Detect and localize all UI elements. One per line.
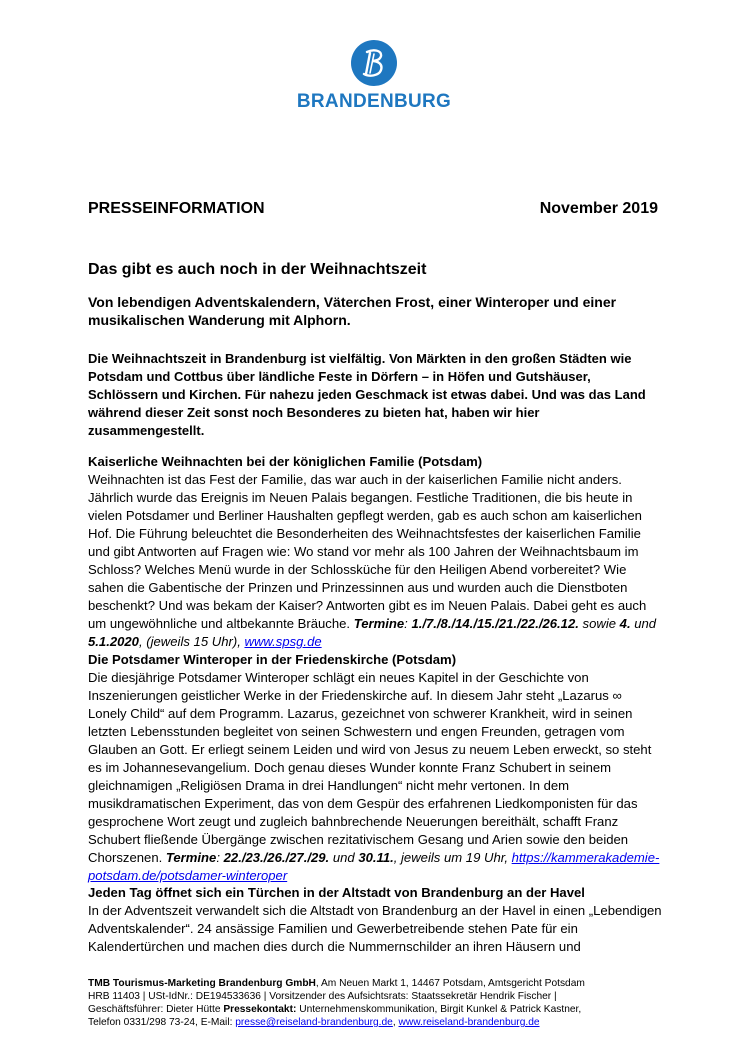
section-kaiserliche-weihnachten: [88, 453, 663, 651]
section-body: Weihnachten ist das Fest der Familie, das war auch in der kaiserlichen Familie nicht anders. Jährlich wurde das Ereignis im Neuen Palais begangen. Festliche Traditionen, die bis heute in vielen Potsdamer und Berliner Haushalten gepflegt werden, gab es auch schon am kaiserlichen Hof. Die Führung beleuchtet die Besonderheiten des Weihnachtsfestes der kaiserlichen Familie und gibt Antworten auf Fragen wie: Wo stand vor mehr als 100 Jahren der Weihnachtsbaum im Schloss? Welches Menü wurde in der Schlossküche für den Heiligen Abend vorbereitet? Wie sahen die Gabentische der Prinzen und Prinzessinnen aus und wurden auch die Dienstboten beschenkt? Und was bekam der Kaiser? Antworten gibt es im Neuen Palais. Dabei geht es auch um ungewöhnliche und altbekannte Bräuche. Termine: 1./7./8./14./15./21./22./26.12. sowie 4. und 5.1.2020, (jeweils 15 Uhr), www.spsg.de: [88, 472, 657, 649]
footer-line-1: TMB Tourismus-Marketing Brandenburg GmbH, Am Neuen Markt 1, 14467 Potsdam, Amtsgericht Potsdam: [88, 978, 585, 989]
page-footer: [88, 977, 663, 1029]
link-spsg[interactable]: www.spsg.de: [244, 634, 322, 649]
section-heading: Die Potsdamer Winteroper in der Friedenskirche (Potsdam): [88, 652, 457, 667]
footer-line-4: Telefon 0331/298 73-24, E-Mail: presse@reiseland-brandenburg.de, www.reiseland-brandenburg.de: [88, 1017, 540, 1028]
brand-name: BRANDENBURG: [296, 91, 452, 112]
footer-line-2: HRB 11403 | USt-IdNr.: DE194533636 | Vorsitzender des Aufsichtsrats: Staatssekretär Hendrik Fischer |: [88, 991, 557, 1002]
section-adventskalender: [88, 884, 663, 956]
brandenburg-b-logo-icon: [351, 40, 397, 86]
page-title: Das gibt es auch noch in der Weihnachtszeit: [88, 261, 427, 278]
brand-logo: [292, 40, 456, 113]
section-heading: Jeden Tag öffnet sich ein Türchen in der Altstadt von Brandenburg an der Havel: [88, 885, 585, 900]
section-body: In der Adventszeit verwandelt sich die Altstadt von Brandenburg an der Havel in einen „Lebendigen Adventskalender“. 24 ansässige Familien und Gewerbetreibende stehen Pate für ein Kalendertürchen und machen dies durch die Nummernschilder an ihren Häusern und: [88, 903, 662, 954]
section-winteroper: [88, 651, 663, 885]
page-subtitle: Von lebendigen Adventskalendern, Väterchen Frost, einer Winteroper und einer musikalischen Wanderung mit Alphorn.: [88, 294, 617, 328]
press-header: [88, 200, 658, 218]
section-heading: Kaiserliche Weihnachten bei der königlichen Familie (Potsdam): [88, 454, 483, 469]
link-kammerakademie[interactable]: https://kammerakademie-potsdam.de/potsdamer-winteroper: [88, 850, 660, 883]
section-body: Die diesjährige Potsdamer Winteroper schlägt ein neues Kapitel in der Geschichte von Inszenierungen geistlicher Werke in der Friedenskirche auf. In diesem Jahr steht „Lazarus ∞ Lonely Child“ auf dem Programm. Lazarus, gezeichnet von schwerer Krankheit, wird in seinen letzten Lebensstunden begleitet von seinen Schwestern und engen Freunden, getragen vom Glauben an Gott. Er erliegt seinem Leiden und wird von Jesus zu neuem Leben erweckt, so steht es im Johannesevangelium. Doch genau dieses Wunder konnte Franz Schubert in seinem gleichnamigen „Religiösen Drama in drei Handlungen“ nicht mehr vertonen. In dem musikdramatischen Experiment, das von dem Gespür des erfahrenen Liedkomponisten für das gesprochene Wort zeugt und zugleich bahnbrechende Neuerungen bereithält, schafft Franz Schubert fließende Übergänge zwischen rezitativischem Gesang und Arien sowie den beiden Chorszenen. Termine: 22./23./26./27./29. und 30.11., jeweils um 19 Uhr, https://kammerakademie-potsdam.de/potsdamer-winteroper: [88, 670, 660, 883]
intro-paragraph: Die Weihnachtszeit in Brandenburg ist vielfältig. Von Märkten in den großen Städten wie Potsdam und Cottbus über ländliche Feste in Dörfern – in Höfen und Gutshäuser, Schlössern und Kirchen. Für nahezu jeden Geschmack ist etwas dabei. Und was das Land während dieser Zeit sonst noch Besonderes zu bieten hat, haben wir hier zusammengestellt.: [88, 351, 646, 438]
press-label: PRESSEINFORMATION: [88, 200, 265, 217]
footer-line-3: Geschäftsführer: Dieter Hütte Pressekontakt: Unternehmenskommunikation, Birgit Kunkel & Patrick Kastner,: [88, 1004, 582, 1015]
press-date: November 2019: [539, 200, 658, 217]
website-link[interactable]: www.reiseland-brandenburg.de: [398, 1017, 540, 1028]
email-link[interactable]: presse@reiseland-brandenburg.de: [235, 1017, 393, 1028]
